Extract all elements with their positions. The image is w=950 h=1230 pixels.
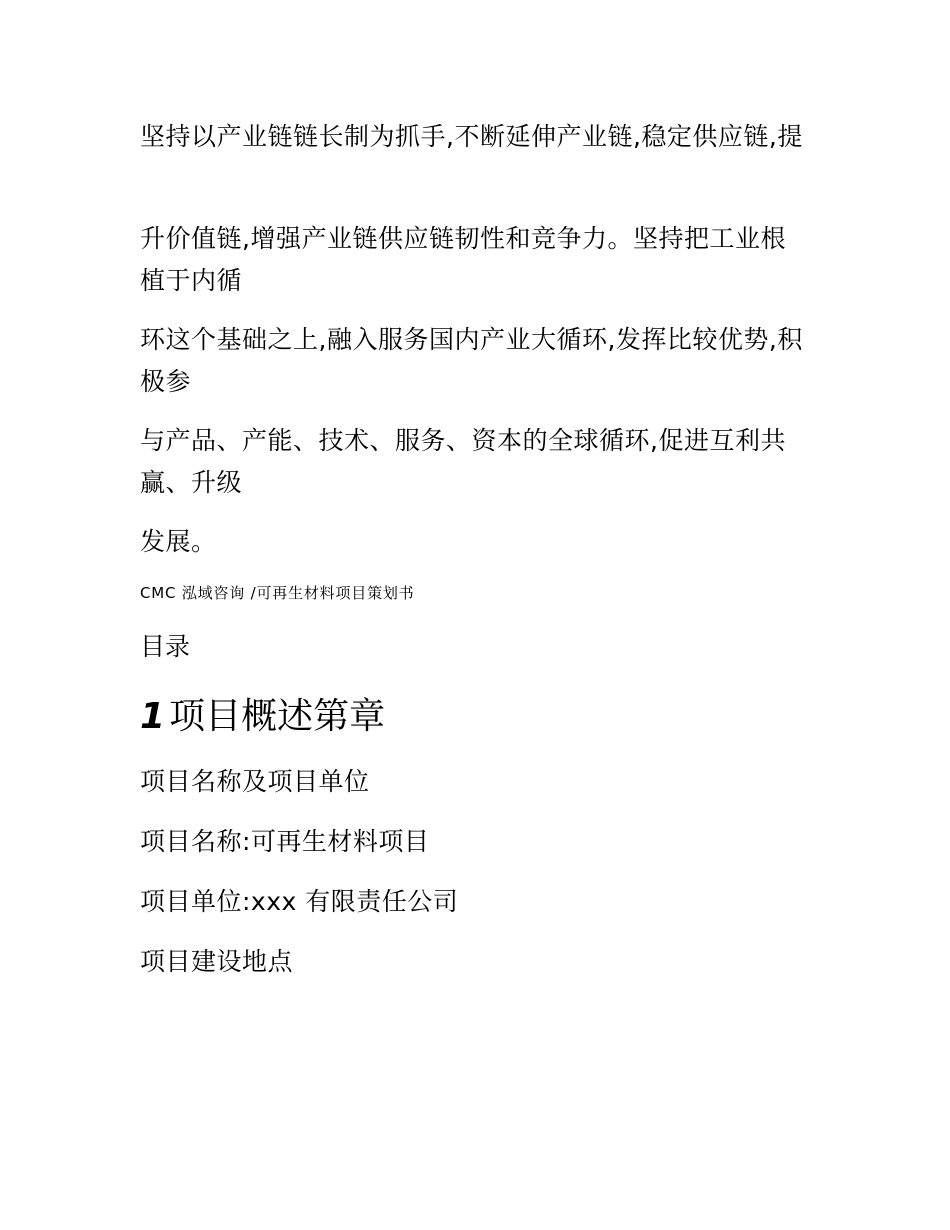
- chapter-heading: [140, 690, 385, 744]
- body-paragraph: 环这个基础之上,融入服务国内产业大循环,发挥比较优势,积极参: [140, 325, 803, 396]
- section-heading: 项目名称及项目单位: [140, 767, 370, 796]
- chapter-title: 项目概述第章: [169, 696, 386, 737]
- project-name-line: 项目名称:可再生材料项目: [140, 827, 430, 856]
- body-paragraph: 与产品、产能、技术、服务、资本的全球循环,促进互利共赢、升级: [140, 426, 786, 497]
- project-unit-line: 项目单位:xxx 有限责任公司: [140, 887, 459, 916]
- toc-title: 目录: [140, 632, 191, 661]
- running-header: CMC 泓域咨询 /可再生材料项目策划书: [140, 584, 415, 602]
- body-paragraph: 升价值链,增强产业链供应链韧性和竞争力。坚持把工业根植于内循: [140, 224, 786, 295]
- section-heading: 项目建设地点: [140, 947, 294, 976]
- chapter-number: 1: [140, 696, 166, 737]
- body-paragraph: 坚持以产业链链长制为抓手,不断延伸产业链,稳定供应链,提: [140, 122, 803, 151]
- body-paragraph: 发展。: [140, 527, 217, 556]
